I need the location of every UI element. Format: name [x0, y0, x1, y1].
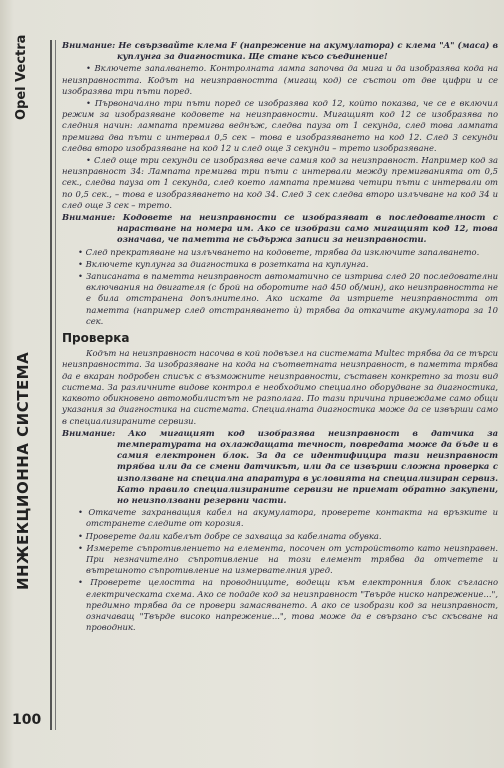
warning-note: Внимание: Не свързвайте клема F (напрежение на акумулатора) с клема "A" (маса) в куплунга за диагностика. Ще стане късо съединение!: [62, 40, 498, 62]
paragraph: • Първоначално три пъти поред се изобразява код 12, който показва, че се е включил режим за изобразяване кодовете на неизправности. Мигащият код 12 се изобразява по следния начин: лампата премигва веднъж, следва пауза от 1 секунда, след това лампата премигва два пъти с интервал 0,5 сек – това е изобразяването на код 12. След 3 секунди следва второ изобразяване на код 12 и след още 3 секунди – трето изобразяване.: [62, 98, 498, 153]
warning-note: Внимание: Ако мигащият код изобразява неизправност в датчика за температурата на охлаждащата течност, повредата може да бъде и в самия електронен блок. За да се идентифицира тази неизправност трябва или да се смени датчикът, или да се извърши сложна проверка с използване на специална апаратура в условията на специализиран сервиз. Като правило специализираните сервизи не приемат обратно закупени, но неизползвани резервни части.: [62, 427, 498, 505]
paragraph: • Включете запалването. Контролната лампа започва да мига и да изобразява кода на неизправността. Кодът на неизправността (мигащ код) се състои от две цифри и се изобразява три пъти поред.: [62, 63, 498, 96]
gutter-rule-thin: [55, 40, 56, 730]
running-header-section: ИНЖЕКЦИОННА СИСТЕМА: [14, 351, 32, 590]
gutter-rule: [50, 40, 52, 730]
list-item: • След прекратяване на излъчването на кодовете, трябва да изключите запалването.: [78, 246, 480, 257]
list-item: • Записаната в паметта неизправност автоматично се изтрива след 20 последователни включвания на двигателя (с брой на оборотите над 450 об/мин), ако неизправността не е била отстранена допълнително. Ако искате да изтриете неизправността от паметта (например след отстраняването ѝ) трябва да откачите акумулатора за 10 сек.: [78, 271, 498, 326]
list-item: • Включете куплунга за диагностика в розетката на куплунга.: [78, 258, 369, 269]
list-item: • Откачете захранващия кабел на акумулатора, проверете контакта на връзките и отстранете следите от корозия.: [78, 507, 498, 529]
running-header-brand: Opel Vectra: [14, 34, 29, 120]
list-item: • Измерете съпротивлението на елемента, посочен от устройството като неизправен. При незначително съпротивление на този елемент трябва да отчетете и вътрешното съпротивление на измервателния уред.: [78, 542, 498, 576]
main-text: [62, 40, 498, 634]
paragraph: Кодът на неизправност насочва в кой подвъзел на системата Multec трябва да се търси неизправността. За изобразяване на кода на съответната неизправност, в паметта трябва да е вкаран подробен списък с възможните неизправности, съставен конкретно за този вид система. За различните видове контрол е необходимо специално оборудване за диагностика, каквото обикновено автомобилистът не разполага. По тази причина привеждаме само общи указания за диагностика на системата. Специалната диагностика може да се извърши само в специализираните сервизи.: [62, 348, 498, 426]
list-item: • Проверете целостта на проводниците, водещи към електронния блок съгласно електрическата схема. Ако се подаде код за неизправност "Твърде ниско напрежение...", предимно трябва да се провери замасяването. А ако се изобрази код за неизправност, означаващ "Твърде високо напрежение...", това може да е свързано със скъсване на проводник.: [78, 577, 498, 633]
warning-note: Внимание: Кодовете на неизправности се изобразяват в последователност с нарастване на номера им. Ако се изобрази само мигащият код 12, това означава, че паметта не съдържа записи за неизправности.: [62, 212, 498, 245]
paragraph: • След още три секунди се изобразява вече самия код за неизправност. Например код за неизправност 34: Лампата премигва три пъти с интервали между премигванията от 0,5 сек., следва пауза от 1 секунда, след което лампата премигва четири пъти с интервали от по 0,5 сек., – това е изобразяването на код 34. След 3 сек следва второ излъчване на код 34 и след още 3 сек – трето.: [62, 155, 498, 210]
list-item: • Проверете дали кабелът добре се захваща за кабелната обувка.: [78, 530, 382, 541]
bullet-list: [62, 247, 498, 327]
page-number: 100: [12, 712, 42, 728]
bullet-list: [62, 507, 498, 633]
section-heading: Проверка: [62, 331, 130, 346]
